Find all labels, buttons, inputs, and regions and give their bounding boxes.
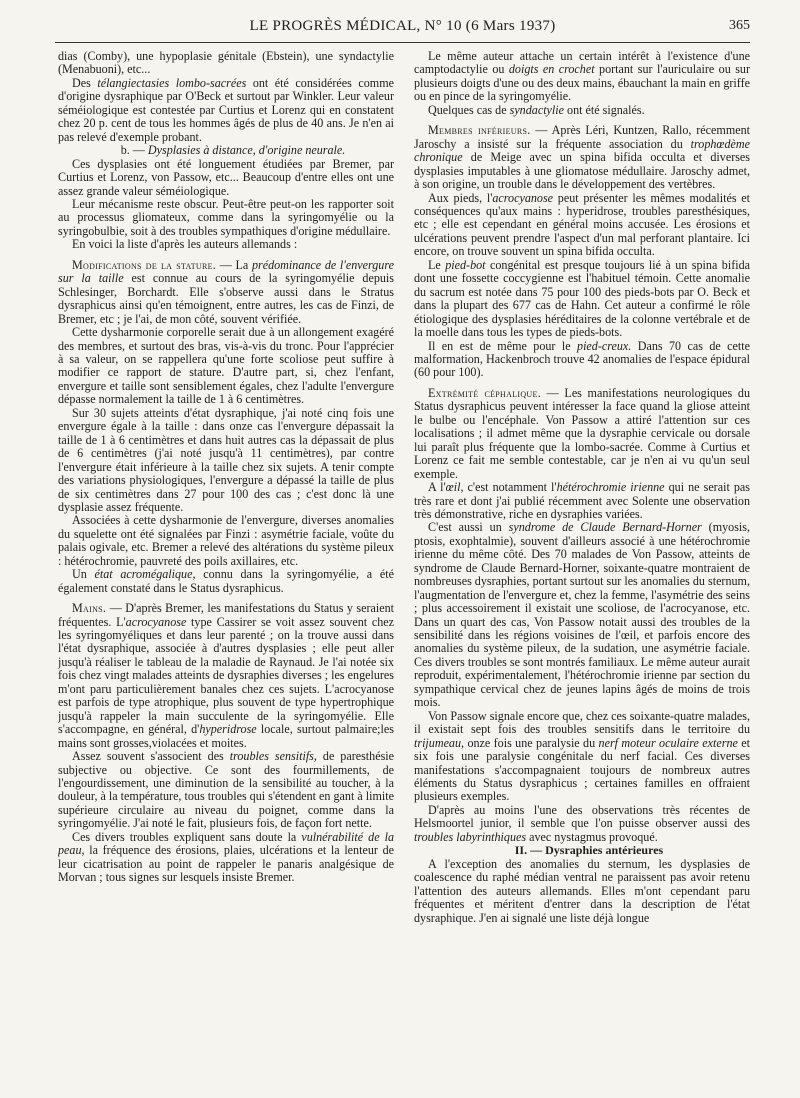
paragraph: Leur mécanisme reste obscur. Peut-être peut-on les rapporter soit au processus gliomateux, comme dans la syringomyélie ou la syringobulbie, soit à des troubles sympathiques d'origine médullaire.	[58, 196, 394, 238]
paragraph: D'après au moins l'une des observations très récentes de Helsmoortel junior, il semble que l'on puisse observer aussi des troubles labyrinthiques avec nystagmus provoqué.	[414, 802, 750, 844]
paragraph: Associées à cette dysharmonie de l'envergure, diverses anomalies du squelette ont été signalées par Finzi : asymétrie faciale, voûte du palais ogivale, etc. Bremer a relevé des altérations du système pileux : hétérochromie, pauvreté des poils axillaires, etc.	[58, 513, 394, 568]
right-column	[414, 50, 750, 1090]
paragraph: Des télangiectasies lombo-sacrées ont été considérées comme d'origine dysraphique par O'Beck et surtout par Winkler. Leur valeur séméiologique est contestée par Curtius et Lorenz qui en constatent chez 20 p. cent de tous les hommes âgés de plus de 40 ans. Je n'en ai pas relevé d'exemple probant.	[58, 75, 394, 144]
paragraph: En voici la liste d'après les auteurs allemands :	[72, 237, 298, 252]
section-label: Mains.	[72, 601, 107, 616]
paragraph: Quelques cas de syndactylie ont été signalés.	[428, 102, 645, 117]
left-column	[58, 50, 394, 1090]
paragraph: Le pied-bot congénital est presque toujours lié à un spina bifida dont une fossette coccygienne est l'habituel témoin. Cette anomalie du sacrum est notée dans 75 pour 100 des pieds-bots par O. Beck et dans la plupart des 677 cas de Hahn. Cet auteur a confirmé le rôle étiologique des dysplasies héréditaires de la colonne vertébrale et de la moelle dans tous les types de pieds-bots.	[414, 257, 750, 340]
section-label: Modifications de la stature.	[72, 257, 217, 272]
paragraph: Membres inférieurs. — Après Léri, Kuntzen, Rallo, récemment Jaroschy a insisté sur la fréquente association du trophœdème chronique de Meige avec un spina bifida occulta et diverses dysplasies imputables à une gliomatose médullaire. Jaroschy admet, à son origine, un trouble dans le développement des vertèbres.	[414, 123, 750, 192]
paragraph: Extrémité céphalique. — Les manifestations neurologiques du Status dysraphicus peuvent intéresser la face quand la gliose atteint le bulbe ou l'encéphale. Von Passow a attiré l'attention sur ces localisations ; il admet même que la dysraphie cervicale ou dorsale lui paraît plus fréquente que la lombo-sacrée. Comme à Curtius et Lorenz ce fait me semble contestable, car je n'en ai vu qu'un seul exemple.	[414, 385, 750, 481]
section-heading: II. — Dysraphies antérieures	[514, 843, 664, 858]
paragraph: Le même auteur attache un certain intérêt à l'existence d'une camptodactylie ou doigts en crochet portant sur l'auriculaire ou sur plusieurs doigts d'une ou des deux mains, ébauchant la main en griffe ou en pince de la syringomyélie.	[414, 50, 750, 104]
subsection-heading: b. — Dysplasies à distance, d'origine neurale.	[120, 143, 346, 158]
paragraph: Ces dysplasies ont été longuement étudiées par Bremer, par Curtius et Lorenz, von Passow, etc... Beaucoup d'entre elles ont une assez grande valeur séméiologique.	[58, 156, 394, 198]
paragraph: Mains. — D'après Bremer, les manifestations du Status y seraient fréquentes. L'acrocyanose type Cassirer se voit assez souvent chez les syringomyéliques et dans leur parenté ; on la trouve aussi dans l'état dysraphique, associée à d'autres dysplasies ; elle peut aller jusqu'à réaliser le tableau de la maladie de Raynaud. Je l'ai notée six fois chez vingt malades atteints de dysraphies diverses ; les engelures m'ont paru particulièrement banales chez ces sujets. L'acrocyanose est parfois de type atrophique, plus souvent de type hypertrophique jusqu'à rappeler la main succulente de la syringomyélie. Elle s'accompagne, en général, d'hyperidrose locale, surtout palmaire;les mains sont grosses,violacées et moites.	[58, 601, 394, 750]
paragraph: Un état acromégalique, connu dans la syringomyélie, a été également constaté dans le Status dysraphicus.	[58, 567, 394, 595]
page-number: 365	[729, 18, 750, 33]
paragraph: A l'exception des anomalies du sternum, les dysplasies de coalescence du raphé médian ventral ne paraissent pas avoir retenu l'attention des auteurs allemands. Elles m'ont cependant paru fréquentes et méritent d'entrer dans la description de l'état dysraphique. J'en ai signalé une liste déjà longue	[414, 856, 750, 925]
section-label: Membres inférieurs.	[428, 123, 531, 138]
paragraph: Ces divers troubles expliquent sans doute la vulnérabilité de la peau, la fréquence des érosions, plaies, ulcérations et la lenteur de leur cicatrisation au point de rappeler le panaris analgésique de Morvan ; tous signes sur lesquels insiste Bremer.	[58, 829, 394, 885]
paragraph: Modifications de la stature. — La prédominance de l'envergure sur la taille est connue au cours de la syringomyélie depuis Schlesinger, Borchardt. Elle s'observe aussi dans le Stratus dysraphicus ainsi qu'en témoignent, entre autres, les cas de Finzi, de Bremer, etc ; je l'ai, de mon côté, souvent vérifiée.	[58, 257, 394, 326]
paragraph: Assez souvent s'associent des troubles sensitifs, de paresthésie subjective ou objective. Ce sont des fourmillements, de l'engourdissement, une diminution de la sensibilité au toucher, à la douleur, à la température, tous troubles qui s'étendent en gant à limite supérieure circulaire au niveau du poignet, comme dans la syringomyélie. J'ai noté le fait, plusieurs fois, de façon fort nette.	[58, 749, 394, 831]
paragraph: Aux pieds, l'acrocyanose peut présenter les mêmes modalités et conséquences qu'aux mains : hyperidrose, troubles paresthésiques, etc ; elle est cependant en général moins accusée. Les érosions et ulcérations peuvent prendre l'aspect d'un mal perforant plantaire. Ici encore, on trouve souvent un spina bifida occulta.	[414, 190, 750, 259]
page-header	[55, 18, 750, 43]
section-label: Extrémité céphalique.	[428, 385, 542, 400]
paragraph: A l'œil, c'est notamment l'hétérochromie irienne qui ne serait pas très rare et dont j'ai publié récemment avec Solente une observation très démonstrative, riche en dysraphies variées.	[414, 480, 750, 521]
paragraph: C'est aussi un syndrome de Claude Bernard-Horner (myosis, ptosis, exophtalmie), souvent d'ailleurs associé à une hétérochromie irienne du même côté. Des 70 malades de Von Passow, atteints de syndrome de Claude Bernard-Horner, soixante-quatre montraient de nombreuses dysraphies, portant surtout sur les anomalies du sternum, l'augmentation de l'envergure et, chez la femme, l'asymétrie des seins ; plus accessoirement il existait une scoliose, de l'acrocyanose, etc. Dans un quart des cas, Von Passow notait aussi des troubles de la sensibilité dans les régions voisines de l'œil, et parfois encore des anomalies du système pileux, de la sudation, une asymétrie faciale. Ces divers troubles se sont montrés familiaux. Le même auteur aurait reproduit, expérimentalement, l'hétérochromie irienne par section du sympathique cervical chez de jeunes lapins âgés de moins de trois mois.	[414, 520, 750, 710]
paragraph: Il en est de même pour le pied-creux. Dans 70 cas de cette malformation, Hackenbroch trouve 42 anomalies de l'espace épidural (60 pour 100).	[414, 338, 750, 380]
paragraph: Cette dysharmonie corporelle serait due à un allongement exagéré des membres, et surtout des bras, vis-à-vis du tronc. Pour l'apprécier à sa valeur, on se rappellera qu'une forte scoliose peut suffire à modifier ce rapport de stature. D'autre part, si, chez l'enfant, envergure et taille sont sensiblement égales, chez l'adulte l'envergure dépasse normalement la taille de 1 à 6 centimètres.	[58, 325, 394, 407]
journal-title: LE PROGRÈS MÉDICAL, N° 10 (6 Mars 1937)	[249, 18, 556, 34]
paragraph: dias (Comby), une hypoplasie génitale (Ebstein), une syndactylie (Menabuoni), etc...	[58, 50, 394, 77]
paragraph: Sur 30 sujets atteints d'état dysraphique, j'ai noté cinq fois une envergure égale à la taille : dans onze cas l'envergure dépassait la taille de 1 à 6 centimètres et dans huit autres cas la dépassait de plus de 6 centimètres (j'ai noté jusqu'à 11 centimètres), par contre l'envergure était inférieure à la taille chez six sujets. A tenir compte des variations physiologiques, l'envergure a dépassé la taille de plus de six centimètres dans 27 pour 100 des cas ; c'est donc là une dysplasie assez fréquente.	[58, 405, 394, 514]
paragraph: Von Passow signale encore que, chez ces soixante-quatre malades, il existait sept fois des troubles sensitifs dans le territoire du trijumeau, onze fois une paralysie du nerf moteur oculaire externe et six fois une paralysie congénitale du nerf facial. Ces diverses manifestations s'accompagnaient toujours de nombreux autres éléments du Status dysraphicus ; certaines familles en offraient plusieurs exemples.	[414, 708, 750, 804]
